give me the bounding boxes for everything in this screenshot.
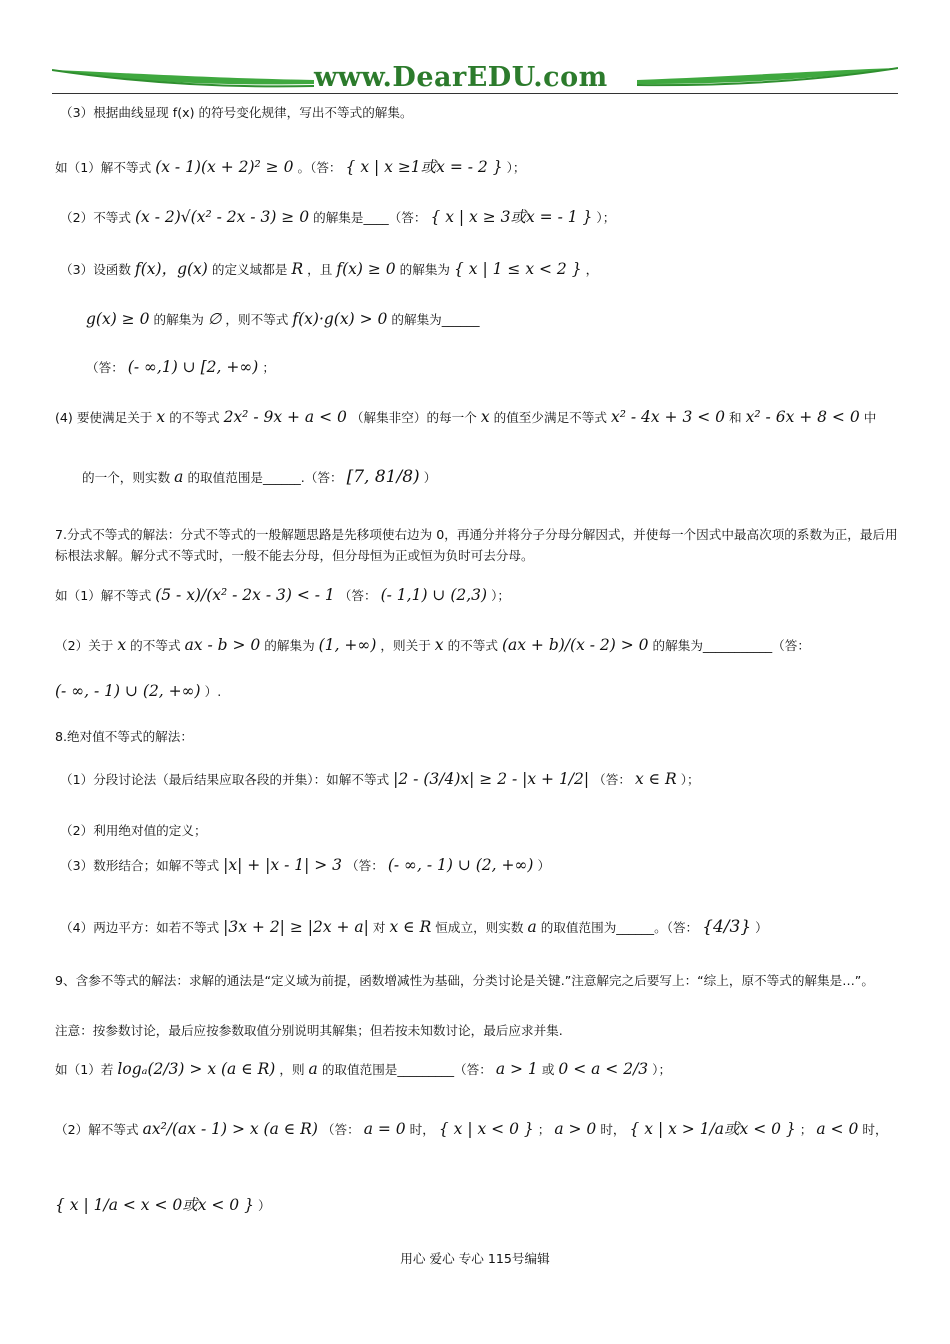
example-line (55, 586, 510, 605)
formula: x (156, 408, 166, 426)
formula: { x | 1 ≤ x < 2 } (454, 260, 582, 278)
example-line (60, 856, 550, 875)
note-line: 注意：按参数讨论，最后应按参数取值分别说明其解集；但若按未知数讨论，最后应求并集. (55, 1023, 563, 1038)
text: 的解集为 (264, 638, 315, 653)
answer-formula: { x | x ≥ 3或x = - 1 } (430, 208, 593, 226)
text: 的定义域都是 (211, 262, 288, 277)
text-line: （2）利用绝对值的定义； (60, 823, 207, 838)
text: 的一个，则实数 (82, 470, 171, 485)
formula: |x| + |x - 1| > 3 (223, 856, 343, 874)
page-footer: 用心 爱心 专心 115号编辑 (400, 1251, 550, 1266)
answer-formula: a > 1 (495, 1060, 538, 1078)
section-8-heading: 8.绝对值不等式的解法： (55, 729, 193, 744)
section-9-paragraph: 9、含参不等式的解法：求解的通法是“定义域为前提，函数增减性为基础，分类讨论是关键.”注意解完之后要写上：“综上，原不等式的解集是…”。 (55, 973, 874, 988)
example-line (55, 1120, 888, 1139)
formula: x (117, 636, 127, 654)
text: 的不等式 (130, 638, 181, 653)
text: ） (423, 470, 437, 485)
text: 恒成立，则实数 (435, 920, 524, 935)
formula: ax - b > 0 (184, 636, 261, 654)
answer-formula: a = 0 (363, 1120, 406, 1138)
formula: g(x) ≥ 0 (86, 310, 150, 328)
text: 时， (862, 1122, 888, 1137)
header-rule (52, 93, 898, 94)
example-line (60, 260, 598, 279)
formula: a (174, 468, 184, 486)
text: ，且 (307, 262, 333, 277)
text: 如（1）解不等式 (55, 588, 152, 603)
text: 或 (541, 1062, 555, 1077)
example-line (55, 1060, 671, 1079)
formula: 2x² - 9x + a < 0 (223, 408, 347, 426)
text: （答： (346, 858, 384, 873)
formula: |3x + 2| ≥ |2x + a| (223, 918, 369, 936)
text: 时， (409, 1122, 435, 1137)
formula: f(x)，g(x) (135, 260, 208, 278)
text: 对 (372, 920, 386, 935)
text: 的解集为 (399, 262, 450, 277)
text: 的不等式 (447, 638, 498, 653)
text: 的解集是____（答： (313, 210, 427, 225)
site-logo: www.DearEDU.com (314, 62, 608, 93)
text: ，则不等式 (225, 312, 289, 327)
example-line (55, 636, 810, 655)
formula: (x - 2)√(x² - 2x - 3) ≥ 0 (135, 208, 310, 226)
text: （答： (321, 1122, 360, 1137)
page-header (52, 58, 898, 98)
text: ， (585, 262, 599, 277)
answer-formula: { x | x < 0 } (438, 1120, 534, 1138)
text: 中 (863, 410, 877, 425)
text: 的不等式 (169, 410, 220, 425)
example-line (60, 918, 768, 937)
answer-formula: 0 < a < 2/3 (558, 1060, 649, 1078)
text: （3）设函数 (60, 262, 131, 277)
answer-formula: { x | 1/a < x < 0或x < 0 } (55, 1196, 254, 1214)
text: ）. (204, 684, 222, 699)
text: ）； (652, 1062, 672, 1077)
answer-formula: a > 0 (554, 1120, 597, 1138)
answer-formula: x ∈ R (634, 770, 677, 788)
formula: x² - 4x + 3 < 0 (610, 408, 726, 426)
answer-formula: (- ∞, - 1) ∪ (2, +∞) (55, 682, 201, 700)
formula: (1, +∞) (318, 636, 377, 654)
formula: a (527, 918, 537, 936)
formula: f(x) ≥ 0 (336, 260, 396, 278)
answer-formula: a < 0 (816, 1120, 859, 1138)
text: （4）两边平方：如若不等式 (60, 920, 220, 935)
text: 的取值范围是_________（答： (321, 1062, 492, 1077)
example-line (60, 770, 700, 789)
answer-formula: {4/3} (702, 917, 752, 937)
text: 时， (600, 1122, 626, 1137)
formula: R (291, 260, 304, 278)
formula: (ax + b)/(x - 2) > 0 (501, 636, 649, 654)
text: ； (262, 360, 275, 375)
formula: x (434, 636, 444, 654)
text: （答： (338, 588, 377, 603)
text: 的取值范围为______。（答： (540, 920, 699, 935)
formula: x² - 6x + 8 < 0 (745, 408, 860, 426)
formula: a (308, 1060, 318, 1078)
text: ，则关于 (380, 638, 431, 653)
answer-formula: { x | x ≥1或x = - 2 } (345, 158, 503, 176)
answer-formula: { x | x > 1/a或x < 0 } (629, 1120, 796, 1138)
text: ）； (506, 160, 526, 175)
example-line (55, 408, 876, 427)
formula: f(x)·g(x) > 0 (292, 310, 388, 328)
text: ） (755, 920, 768, 935)
answer-formula: (- ∞,1) ∪ [2, +∞) (127, 358, 259, 376)
formula: ∅ (207, 310, 222, 328)
text: ） (257, 1198, 271, 1213)
answer-formula: (- 1,1) ∪ (2,3) (380, 586, 488, 604)
answer-formula: [7, 81/8) (346, 467, 420, 487)
text: 的取值范围是______.（答： (187, 470, 343, 485)
text: 如（1）若 (55, 1062, 114, 1077)
text: ； (537, 1122, 551, 1137)
text: 的解集为___________（答： (652, 638, 810, 653)
text: （答： (86, 360, 124, 375)
text: ）； (680, 772, 700, 787)
example-line (82, 468, 436, 487)
formula: ax²/(ax - 1) > x (a ∈ R) (142, 1120, 318, 1138)
text: ； (799, 1122, 813, 1137)
text-line: （3）根据曲线显现 f(x) 的符号变化规律，写出不等式的解集。 (60, 105, 413, 120)
text: （1）分段讨论法（最后结果应取各段的并集）：如解不等式 (60, 772, 390, 787)
example-line (60, 208, 615, 227)
text: 。（答： (297, 160, 342, 175)
example-line (86, 310, 480, 329)
formula: |2 - (3/4)x| ≥ 2 - |x + 1/2| (393, 770, 590, 788)
example-line (55, 158, 525, 177)
text: （2）解不等式 (55, 1122, 139, 1137)
answer-formula: (- ∞, - 1) ∪ (2, +∞) (387, 856, 534, 874)
formula: x ∈ R (389, 918, 432, 936)
text: （2）不等式 (60, 210, 131, 225)
text: ，则 (279, 1062, 305, 1077)
text: （解集非空）的每一个 (350, 410, 477, 425)
text: 的值至少满足不等式 (493, 410, 607, 425)
text: ）； (596, 210, 616, 225)
formula: (x - 1)(x + 2)² ≥ 0 (155, 158, 294, 176)
text: （答： (593, 772, 631, 787)
answer-line (55, 682, 221, 701)
formula: logₐ(2/3) > x (a ∈ R) (117, 1060, 276, 1078)
answer-line (55, 1196, 271, 1215)
text: (4) 要使满足关于 (55, 410, 153, 425)
text: 的解集为______ (391, 312, 480, 327)
text: （2）关于 (55, 638, 114, 653)
answer-line (86, 358, 275, 377)
text: 和 (729, 410, 742, 425)
section-7-paragraph: 7.分式不等式的解法：分式不等式的一般解题思路是先移项使右边为 0，再通分并将分子分母分解因式，并使每一个因式中最高次项的系数为正，最后用标根法求解。解分式不等式时，一般不能去分母，但分母恒为正或恒为负时可去分母。 (55, 527, 898, 563)
text: ） (537, 858, 551, 873)
formula: x (480, 408, 490, 426)
text: 如（1）解不等式 (55, 160, 152, 175)
text: ）； (491, 588, 510, 603)
text: 的解集为 (153, 312, 204, 327)
formula: (5 - x)/(x² - 2x - 3) < - 1 (155, 586, 335, 604)
text: （3）数形结合；如解不等式 (60, 858, 220, 873)
